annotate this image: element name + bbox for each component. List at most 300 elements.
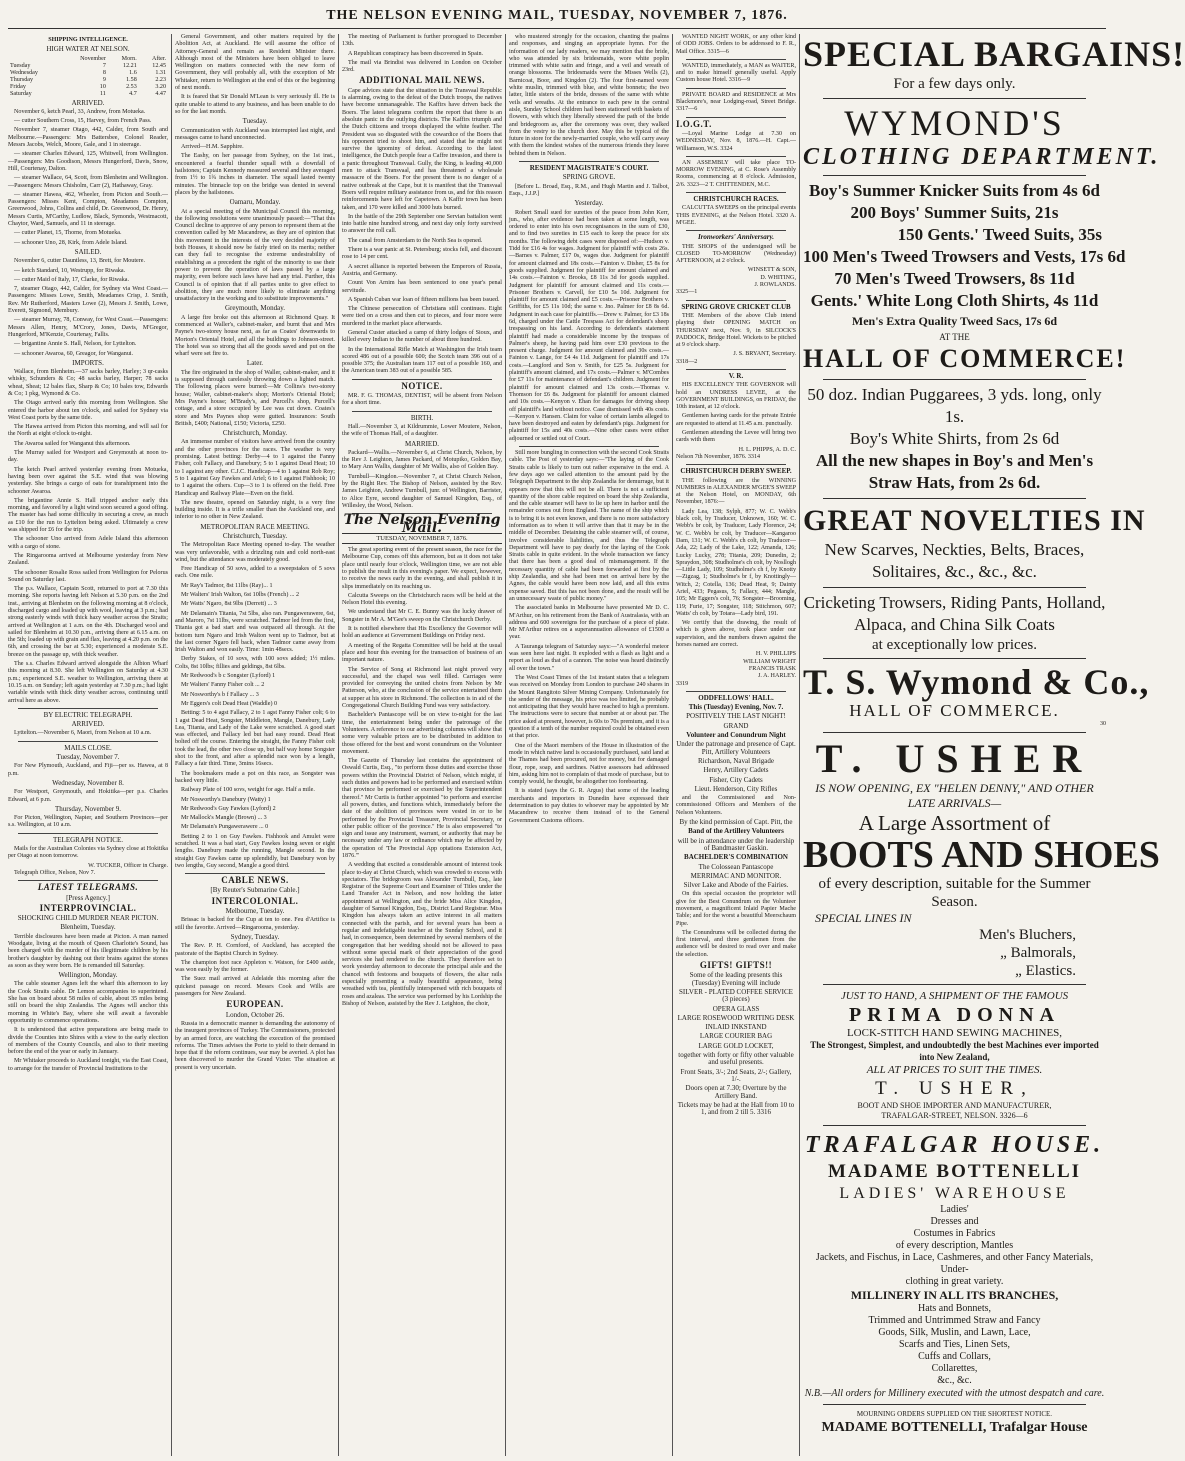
classified-ad: WANTED, immediately, a MAN as WAITER, and to make himself generally useful. Apply Custom house Hotel. 3316—9 bbox=[676, 62, 796, 84]
ironworkers-num: 3325—1 bbox=[676, 289, 698, 296]
married-heading: MARRIED. bbox=[404, 439, 440, 448]
odd-list-item: Richardson, Naval Brigade bbox=[697, 756, 774, 765]
news-item: The schooner Rosalie Ross sailed from Wellington for Pelorus Sound on Saturday last. bbox=[8, 569, 168, 583]
sailed-item: November 6, cutter Dauntless, 13, Brett, for Moutere. bbox=[14, 258, 145, 265]
text: Cape advices state that the situation in the Transvaal Republic is alarming, owing to the defeat of the Dutch troops, the natives have become unmanageable. The Kaffirs have driven back the Boers. The latest telegrams confirm the report that there is an absolute panic in the outlying districts. The Kaffirs triumph and the Dutch citizens and troops displayed the white feather. The President was so disgusted with the cowardice of the Boers that his opponent tried to shoot him, and stated that he might not survive the ignominy of defeat. According to the latest intelligence, the Dutch people fear a Caffre invasion, and there is a panic throughout Transvaal. Gully, the King, is leading 40,000 men to attack Transvaal, and has threatened a wholesale massacre of the Boers. For the present there is no danger of a native outbreak at the Cape, but it is manifest that the Transvaal Boers will require military assistance from us, and for this reason reinforcements have left for Capetown. A Kaffir town has been taken, and 170 were killed and 3000 huts burned. bbox=[342, 87, 502, 211]
masthead: THE NELSON EVENING MAIL, TUESDAY, NOVEMBER 7, 1876. bbox=[326, 8, 788, 23]
column-5 bbox=[676, 34, 796, 1456]
race-heading: METROPOLITAN RACE MEETING. bbox=[200, 522, 310, 531]
divider bbox=[686, 369, 786, 370]
news-item: The Murray sailed for Westport and Greymouth at noon to-day. bbox=[8, 450, 168, 464]
mails-line: For Picton, Wellington, Napier, and Southern Provinces—per s.s. Wellington, at 10 a.m. bbox=[8, 815, 168, 829]
sailed-heading: SAILED. bbox=[74, 247, 102, 256]
tide-cell: Saturday bbox=[10, 90, 32, 97]
telegraph-sub: ARRIVED. bbox=[71, 720, 105, 729]
married-text: Turnbull—Kingdon.—November 7, at Christ Church Nelson, by the Right Rev. The Bishop of Nelson, assisted by the Rev. James Leighton, Andrew Turnbull, junr. of Wellington, Barrister, to Alice Eyre, second daughter of Samuel Kingdon, Esq., of Willesley, the Wood, Nelson. bbox=[342, 473, 502, 509]
mourning: MOURNING ORDERS SUPPLIED ON THE SHORTEST NOTICE. bbox=[856, 1410, 1053, 1418]
goods-line: Goods, Silk, Muslin, and Lawn, Lace, bbox=[878, 1327, 1031, 1338]
tide-cell: 9 bbox=[102, 76, 106, 83]
race-text: Derby Stakes, of 10 sovs, with 100 sovs added; 1½ miles. Colts, 8st 10lbs; fillies and geldings, 8st 6lbs. bbox=[175, 656, 335, 670]
text: General Custer attacked a camp of thirty lodges of Sioux, and killed every Indian to the number of about three hundred. bbox=[342, 329, 502, 344]
divider bbox=[686, 691, 786, 692]
sailed-item: — brigantine Annie S. Hall, Nelson, for Lyttelton. bbox=[14, 341, 137, 348]
text: Still more bungling in connection with the second Cook Straits cable. The Post of yesterday says:—"The laying of the Cook Straits cable is likely to turn out rather expensive in the end. A few days ago we called attention to the amount paid by the Telegraph Department to the ship Zealandia for demurrage, but it appears now that this will not be all. There is not a sufficient quantity of the shore cable required on board the ship Zealandia, and the cable steamer will have to lie up here in harbor until the remainder comes out from England. The name of the ship which is to bring it is not even known, and there is no more satisfactory information as to when it will arrive than that it may be in the middle of December. Detaining the cable steamer will, of course, involve considerable liabilities, and thus the Telegraph Department will have to pay dearly for the laying of the Cook Straits cable in quite evident. In the whole transaction we fancy that there has been a good deal of mismanagement. If the necessary quantity of cable had been forwarded at first by the ship Zealandia, and she had been met on arrival here by the Agnes, the cable would have been now laid, and all this extra expense saved. But this has not been done, and the result will be an unnecessary waste of public money." bbox=[509, 450, 669, 602]
prices: Front Seats, 3/-; 2nd Seats, 2/-; Gallery, 1/-. bbox=[680, 1067, 792, 1083]
hall-of-commerce: HALL OF COMMERCE! bbox=[803, 344, 1127, 373]
derby-heading: CHRISTCHURCH DERBY SWEEP. bbox=[680, 467, 792, 476]
tide-cell: 4.47 bbox=[155, 90, 166, 97]
governor-date: Nelson 7th November, 1876. 3314 bbox=[676, 453, 761, 460]
assembly-text: AN ASSEMBLY will take place TO-MORROW EVENING, at C. Rose's Assembly Rooms, commencing at 8 o'clock. Admission, 2/6. 3323—2 T. CHITTENDEN, M.C. bbox=[676, 159, 796, 188]
tide-header-cell: After. bbox=[151, 55, 166, 62]
divider bbox=[519, 446, 659, 447]
dateline: Christchurch, Tuesday. bbox=[222, 532, 288, 540]
mens-line: „ Elastics. bbox=[1015, 963, 1076, 979]
text: Russia in a democratic manner is demanding the autonomy of the insurgent provinces of Turkey. The Commissioners, protected by an armed force, are watching the execution of the promised reforms. The Times advises the Porte to yield to their demand in hope that if the reform continues, war may be averted. A plot has been discovered to murder the Grand Vizier. The situation at present is very uncertain. bbox=[175, 1020, 335, 1071]
mens-line: Men's Bluchers, bbox=[979, 927, 1076, 943]
prima-donna: PRIMA DONNA bbox=[849, 1004, 1060, 1026]
text: Brissac is backed for the Cup at ten to one. Feu d'Artifice is still the favorite. Arrived—Ringarooma, yesterday. bbox=[175, 917, 335, 931]
hall-of-commerce-2: HALL OF COMMERCE. bbox=[849, 701, 1060, 720]
lockstitch: LOCK-STITCH HAND SEWING MACHINES, bbox=[846, 1027, 1063, 1039]
tickets: Tickets may be had at the Hall from 10 to 1, and from 2 till 5. 3316 bbox=[677, 1100, 795, 1117]
text: The Eashy, on her passage from Sydney, on the 1st inst., encountered a fearful thunder squall with a downfall of hailstones; Captain Kennedy measured several and they averaged from 1½ to 1¾ inches in diameter. The squall lasted twenty minutes. The binnacle top on the bridge was dented in several places by the hailstones. bbox=[175, 153, 335, 196]
divider bbox=[686, 464, 786, 465]
ad-line: at exceptionally low prices. bbox=[872, 637, 1037, 653]
tide-cell: 12.21 bbox=[123, 62, 137, 69]
divider bbox=[686, 300, 786, 301]
divider bbox=[823, 1125, 1086, 1126]
gifts-item: INLAID INKSTAND bbox=[705, 1023, 767, 1032]
text: General Government, and other matters required by the Abolition Act, at Auckland. He will assume the office of Attorney-General and remain as Resident Minister there. Although most of the Ministers have been obliged to leave Wellington on matters connected with the new form of Government, they will probably all, with the exception of Mr Whitaker, return to Wellington at the end of this or the beginning of next month. bbox=[175, 34, 335, 92]
tide-cell: 4.7 bbox=[129, 90, 137, 97]
divider bbox=[823, 587, 1086, 588]
arrived-item: November 6, ketch Pearl, 33, Andrew, from Motueka. bbox=[14, 108, 146, 115]
cricket-sign: J. S. BRYANT, Secretary. bbox=[733, 351, 796, 358]
mens-line: „ Balmorals, bbox=[1000, 945, 1076, 961]
tide-cell: 1.6 bbox=[129, 69, 137, 76]
royal-crest: V. R. bbox=[728, 371, 744, 380]
divider bbox=[352, 411, 492, 412]
editorial-text: The Gazette of Thursday last contains the appointment of Oswald Curtis, Esq., "to perform those duties and exercise those powers within the Provincial District of Nelson, which might, if such duties and powers had to be performed and exercised within that province be performed or exercised by the Superintendent thereof." Mr Curtis is further appointed "to perform and exercise all powers, duties, and functions which, immediately before the date of the abolition of provinces were vested in or to be performed by the Provincial Treasurer, Provincial Secretary, or other public officer of the province." He is also empowered "to sign and issue any instrument, warrant, or authority that may be necessary under any law or ordinance which may be affected by the operation of 'The Provincial App optations Extension Act, 1876.'" bbox=[342, 758, 502, 859]
gifts-text: Some of the leading presents this (Tuesday) Evening will include bbox=[689, 971, 783, 987]
classified-ad: WANTED NIGHT WORK, or any other kind of ODD JOBS. Orders to be addressed to F. R., Mail Office. 3315—6 bbox=[676, 34, 796, 55]
race-text: The Metropolitan Race Meeting opened to-day. The weather was very unfavorable, with a drizzling rain and cold north-east wind, but the attendance was moderately good. bbox=[175, 542, 335, 563]
telegraph-heading: BY ELECTRIC TELEGRAPH. bbox=[43, 710, 133, 719]
ad-line: 200 Boys' Summer Suits, 21s bbox=[850, 203, 1059, 222]
column-6-display-ads bbox=[803, 34, 1185, 1456]
opening-text: IS NOW OPENING, EX "HELEN DENNY," AND OTHER LATE ARRIVALS— bbox=[815, 781, 1094, 810]
dateline: Melbourne, Tuesday. bbox=[225, 907, 285, 916]
dateline: Sydney, Tuesday. bbox=[230, 932, 280, 941]
dateline: London, October 26. bbox=[225, 1010, 285, 1019]
gifts-item: LARGE COURIER BAG bbox=[699, 1032, 773, 1041]
editorial-text: Bachelder's Pantascope will be on view to-night for the last time, the entertainment being under the patronage of the Volunteers. A reference to our advertising columns will show that some very valuable prizes are to be distributed in addition to those offered for the best and worst conundrum on the Volunteer movement. bbox=[342, 712, 502, 755]
divider bbox=[686, 117, 786, 118]
court-sub: SPRING GROVE. bbox=[562, 173, 616, 182]
text: A Republican conspiracy has been discovered in Spain. bbox=[348, 50, 484, 57]
text: who mustered strongly for the occasion, chanting the psalms and responses, and singing an appropriate hymn. For the information of our lady readers, we may mention that the bride, who was attended by six bridesmaids, wore white poplin trimmed with white satin and fringe, and a veil and wreath of orange blossoms. The bridesmaids were the Misses Wells (2), Barnicoat, Boor, and Kingdon (2). The four first-named wore white muslin, trimmed with blue, and white bonnets; the two latter, little sisters of the bride, dresses of the same with white veils and wreaths. At the entrance to each pew in the central aisle, Sunday School children had been stationed with baskets of flowers, with which they liberally strewed the path of the bride and bridegroom as, after the ceremony was over, they walked from the vestry to the church door. May this be typical of the future in store for the newly-married couple, who will carry away with them the kindest wishes of the numerous friends they leave behind them in Nelson. bbox=[509, 34, 669, 157]
tide-cell: 12.45 bbox=[152, 62, 166, 69]
text: The fire originated in the shop of Waller, cabinet-maker, and it is supposed through carelessly throwing down a lighted match. The following places were burned:—Mr Collins's two-storey house; Waller, cabinet-maker's shop; Morton's Oriental Hotel; Mrs Payne's house; M'Brady's, and Purcell's shop, Purcell's cottage, and a store occupied by Lee was cut down. Coates's store and Mrs Paynes shop were gutted. Insurances: South British, £400; National, £150; Victoria, £250. bbox=[175, 369, 335, 427]
paper-date: TUESDAY, NOVEMBER 7, 1876. bbox=[342, 533, 502, 544]
editorial-text: The Service of Song at Richmond last night proved very successful, and the chapel was well filled. Carriages were provided for conveying the united choirs from Nelson by Mr Patterson, who, at the conclusion of the service entertained them at supper at his store in Richmond. The collection is in aid of the Congregational Church Building Fund was very satisfactory. bbox=[342, 666, 502, 710]
race-text: Mr Watts' Ngaro, 8st 9lbs (Derrett) ... 3 bbox=[181, 601, 277, 608]
arrived-item: — steamer Hawea, 462, Wheeler, from Picton and South.—Passengers: Misses Kent, Compton, Meadames Compton, Greenwood, Johns, Collins and child, Dr. Greenwood, Dr. Henry, Messrs Curtis, M'Carthy, Ludlow, Black, Symonds, Westmacott, Chaytor, Ward, Samuels, and 11 in steerage. bbox=[8, 191, 168, 228]
nb-note: N.B.—All orders for Millinery executed with the utmost despatch and care. bbox=[804, 1388, 1105, 1399]
importer: BOOT AND SHOE IMPORTER AND MANUFACTURER, bbox=[857, 1101, 1052, 1110]
race-text: Mr Redwood's Guy Fawkes (Lyford) 2 bbox=[181, 805, 276, 812]
race-text: Mr Nosworthy's b f Fallacy ... 3 bbox=[181, 691, 259, 698]
column-divider bbox=[338, 34, 339, 1456]
wellington-text: Mr Whitaker proceeds to Auckland tonight, via the East Coast, to arrange for the transfer of Provincial Institutions to the bbox=[8, 1058, 168, 1072]
news-item: The schooner Uno arrived from Adele Island this afternoon with a cargo of stone. bbox=[8, 536, 168, 550]
tide-header-row bbox=[8, 56, 168, 63]
ad-line: Gents.' White Long Cloth Shirts, 4s 11d bbox=[810, 291, 1099, 310]
shipping-heading: SHIPPING INTELLIGENCE. bbox=[48, 37, 128, 43]
arrived-item: — cutter Planet, 15, Thorne, from Motueka. bbox=[14, 230, 122, 237]
ts-wymond: T. S. Wymond & Co., bbox=[803, 662, 1150, 702]
text: Communication with Auckland was interrupted last night, and messages came to hand unconnected. bbox=[175, 127, 335, 141]
cricket-num: 3318—2 bbox=[676, 358, 698, 365]
court-bench: [Before L. Broad, Esq., R.M., and Hugh Martin and J. Talbot, Esqs., J.J.P.] bbox=[509, 183, 669, 197]
special-bargains: SPECIAL BARGAINS! bbox=[803, 34, 1185, 74]
editorial-text: It is notified elsewhere that His Excellency the Governor will hold an audience at Government Buildings on Friday next. bbox=[342, 626, 502, 640]
derby-list: Lady Lea, 138; Sylph, 877; W. C. Webb's black colt, by Traducer, Unknown, 160; W. C. Webb's br colt, by Traducer, Lady Florence, 24; W. C. Webb's br colt, by Traducer—Kangaroo Dam, 131; W. C. Webb's ch colt, by Traducer—Ada, 22; Lady of the Lake, 122; Amanda, 126; Lucky Lucky, 278; Titania, 209; Dunedin, 2; Spraydon, 308; Studholme's ch colt, by Nosllogh—Little Lady, 109; Studholme's ch f, by Knotty—Zigzag, 1; Studholme's br f, by Knottingly—Witch, 2; Cotella, 136; Dead Heat, 9; Dainty Ariel, 433; Pegasus, 5; Fallacy, 444; Mangle, 105; Mr Eggers's colt, 76; Songster—Brooming, 119; Furie, 17; Songster, 118; Stitchmon, 607; Watts' ch colt, by Totara—Lady bird, 191. bbox=[676, 508, 796, 617]
text: The canal from Amsterdam to the North Sea is opened. bbox=[348, 237, 483, 244]
addmail-heading: ADDITIONAL MAIL NEWS. bbox=[359, 75, 485, 86]
divider bbox=[823, 658, 1086, 659]
races-text: CALCUTTA SWEEPS on the principal events THIS EVENING, at the Nelson Hotel. 3320 A. M'GEE. bbox=[676, 205, 796, 226]
ad-line: 50 doz. Indian Puggarees, 3 yds. long, only 1s. bbox=[807, 385, 1102, 426]
column-1 bbox=[8, 34, 168, 1456]
goods-line: Cuffs and Collars, bbox=[918, 1351, 991, 1362]
goods-line: Scarfs and Ties, Linen Sets, bbox=[898, 1339, 1011, 1350]
mails-line: Thursday, November 9. bbox=[54, 804, 122, 813]
tide-cell: 8 bbox=[102, 69, 106, 76]
columns bbox=[8, 34, 1185, 1456]
ad-line: Cricketing Trowsers, Riding Pants, Holland, Alpaca, and China Silk Coats bbox=[803, 593, 1106, 634]
tide-header-cell: November bbox=[80, 55, 106, 62]
gifts-item: SILVER - PLATED COFFEE SERVICE (3 pieces) bbox=[679, 987, 793, 1004]
paper-title: The Nelson Evening Mail. bbox=[343, 512, 501, 536]
sailed-item: — steamer Murray, 78, Conway, for West Coast.—Passengers: Messrs Allen, Henry, M'Crory, Jones, Davis, M'Gregor, Hungerford, M'Kenzie, Courtenay, Fallis. bbox=[8, 317, 168, 338]
dateline: Tuesday. bbox=[242, 117, 268, 126]
race-text: Mr Redwood's b c Songster (Lyford) 1 bbox=[181, 673, 276, 680]
iogt-heading: I.O.G.T. bbox=[676, 118, 712, 129]
bach-sub: Silver Lake and Abode of the Fairies. bbox=[683, 881, 789, 890]
divider bbox=[823, 1404, 1086, 1405]
notice-heading: NOTICE. bbox=[401, 380, 443, 391]
text: The meeting of Parliament is further prorogued to December 13th. bbox=[342, 34, 502, 48]
arrived-item: — steamer Wallace, 64, Scott, from Blenheim and Wellington.—Passengers: Messrs Chisholm, Carr (2), Hathaway, Gray. bbox=[8, 175, 168, 189]
odd-text: and the Commissioned and Non-commissioned Officers and Members of the Nelson Volunteers. bbox=[676, 795, 796, 816]
tide-cell: 2.53 bbox=[126, 83, 137, 90]
imports-heading: IMPORTS. bbox=[72, 358, 104, 367]
tnotice-heading: TELEGRAPH NOTICE. bbox=[53, 835, 123, 844]
dateline: Later. bbox=[246, 359, 264, 368]
tide-heading: HIGH WATER AT NELSON. bbox=[46, 45, 130, 54]
editorial-text: Calcutta Sweeps on the Christchurch races will be held at the Nelson Hotel this evening. bbox=[342, 592, 502, 607]
editorial-text: A wedding that excited a considerable amount of interest took place to-day at Christ Church, which was crowded to excess with spectators. The bridegroom was Alexander Turnbull, Esq., late Registrar of the Supreme Court and Examiner of Titles under the Land Transfer Act in Nelson, and now holding the latter appointment at Wellington, and the bride Miss Alice Kingdon, daughter of Samuel Kingdon, Esq., District Land Registrar. Miss Kingdon has always taken an active interest in all matters connected with the parish, and for several years has been a regular and indefatigable teacher at the Sunday School, and it had, in consequence, been determined by several members of the congregation that her wedding should not be allowed to pass without some special mark of their appreciation of the good services she had rendered to the church. They therefore set to work yesterday afternoon to decorate the principal aisle and the chancel with festoons and bouquets of flowers, the altar rails especially presenting a really beautiful appearance, being wreathed with tea, plentifully interspersed with rich bouquets of roses and azaleas. The service was performed by his Lordship the Bishop of Nelson, assisted by the Rev J. Leighton, the choir, bbox=[342, 862, 502, 1007]
text: The Suez mail arrived at Adelaide this morning after the quickest passage on record. Messrs Cook and Wills are passengers for New Zealand. bbox=[175, 976, 335, 998]
dateline: Greymouth, Monday. bbox=[224, 304, 285, 313]
news-item: The Otago arrived early this morning from Wellington. She entered the harbor about ten o'clock, and sailed for Sydney via West Coast ports by the same tide. bbox=[8, 400, 168, 421]
sailed-item: — cutter Maid of Italy, 17, Clarke, for Riwaka. bbox=[14, 276, 130, 283]
goods-line: Trimmed and Untrimmed Straw and Fancy bbox=[868, 1315, 1041, 1326]
wellington-place: Wellington, Monday. bbox=[58, 971, 118, 980]
iogt-text: —Loyal Marine Lodge at 7.30 on WEDNESDAY, Nov. 8, 1876.—H. Capt.—Williamson, W.S. 3324 bbox=[676, 130, 796, 152]
text: In the battle of the 29th September one Servian battalion went into battle nine hundred strong, and next day only forty survived to answer the roll call. bbox=[342, 213, 502, 235]
odd-band: will be in attendance under the leadership of Bandmaster Gaskin. bbox=[677, 836, 795, 852]
mails-line: Tuesday, November 7. bbox=[56, 753, 120, 762]
ad-line: Boy's Summer Knicker Suits from 4s 6d bbox=[809, 181, 1100, 200]
every-description: of every description, suitable for the Summer Season. bbox=[818, 876, 1091, 910]
few-days: For a few days only. bbox=[893, 76, 1016, 92]
tide-row bbox=[8, 77, 168, 84]
wellington-text: The cable steamer Agnes left the wharf this afternoon to lay the Cook Straits cable. Dr Lemon accompanies to superintend. She has on board about 58 miles of cable, about 35 miles being still on board the ship Zealandia. The Agnes will anchor this morning in White's Bay, where she will await a favorable opportunity to commence operations. bbox=[8, 981, 168, 1024]
mails-line: For New Plymouth, Auckland, and Fiji—per ss. Hawea, at 8 p.m. bbox=[8, 763, 168, 777]
editorial-text: We understand that Mr C. E. Bunny was the lucky drawer of Songster in Mr A. M'Gee's sweep on the Christchurch Derby. bbox=[342, 609, 502, 623]
tide-cell: Tuesday bbox=[10, 62, 31, 69]
race-text: Betting 2 to 1 on Guy Fawkes. Fishhook and Amulet were scratched. It was a bad start, Guy Fawkes losing seven or eight lengths. Danebury made the running, Mangle second. In the straight Guy Fawkes came up splendidly, but Danebury won by two lengths, Guy second, Mangle a good third. bbox=[175, 833, 335, 869]
goods-line: Collarettes, bbox=[931, 1363, 978, 1374]
goods-line: &c., &c. bbox=[937, 1375, 972, 1386]
telegraph-text: Lyttelton.—November 6, Maori, from Nelson at 10 a.m. bbox=[14, 730, 152, 737]
race-text: Railway Plate of 100 sovs, weight for age. Half a mile. bbox=[181, 787, 315, 794]
bach-sub: The Colossean Pantascope bbox=[698, 862, 774, 871]
ironworkers-sign: WINSETT & SON, bbox=[747, 267, 796, 274]
odd-list-item: Lieut. Henderson, City Rifles bbox=[694, 784, 778, 793]
column-divider bbox=[672, 34, 673, 1456]
news-item: The brigantine Annie S. Hall tripped anchor early this morning, and favored by a light wind soon secured a good offing. The master has had some difficulty in securing a crew, as much as £10 for the run to Lyttelton being asked. Ultimately a crew was shipped for £6 for the trip. bbox=[8, 497, 168, 534]
text: At a special meeting of the Municipal Council this morning, the following resolutions were unanimously passed:—"That this Council decline to approve of any person to represent them at the convention called by Mr Macandrew, as they are of opinion that this movement in the interests of the very decided majority of both Houses, it should now be fairly tried on its merits; neither can they fail to recognise the extreme undesirability of establishing as a precedent the right of the minority to use their power to prevent the operation of laws passed by a large majority, even before such laws have had any trial. Further, this Council is of opinion that if all parties unite to give effect to abolition, they are much more likely to eliminate anything unsatisfactory in the working and to substitute improvements." bbox=[175, 208, 335, 303]
governor-sign: H. L. PHIPPS, A. D. C. bbox=[738, 446, 796, 453]
text: The Chinese persecution of Christians still continues. Eight were tied on a cross and then cut to pieces, and four more were murdered in the market place afterwards. bbox=[342, 306, 502, 327]
tide-cell: 11 bbox=[99, 90, 106, 97]
court-heading: RESIDENT MAGISTRATE'S COURT. bbox=[529, 164, 649, 173]
usher-title: T. USHER bbox=[815, 736, 1094, 781]
tide-cell: 1.58 bbox=[126, 76, 137, 83]
ad-line: All the new shapes in Boy's and Men's Straw Hats, from 2s 6d. bbox=[815, 451, 1094, 492]
odd-grand: GRAND bbox=[723, 721, 749, 730]
mails-line: For Westport, Greymouth, and Hokitika—per p.s. Charles Edward, at 6 p.m. bbox=[8, 789, 168, 803]
race-text: Betting: 5 to 4 agst Fallacy, 2 to 1 agst Fanny Fisher colt; 6 to 1 agst Dead Heat, Songster, Middleton, Mangle, Danebury, Lady Lea, Titania, and Lady of the Lake were scratched. A good start was effected, and Fallacy led but had easy round. Dead Heat bolted off the course. Entering the straight, the Fanny Fisher colt took the lead, the other two close up, but half way home Songster shot to the front, and after a splendid race won by a length, Fallacy a fair third. Time, 3mins 16secs. bbox=[175, 710, 335, 768]
text: There is a war panic at St. Petersburg; stocks fell, and discount rose to 14 per cent. bbox=[342, 247, 502, 261]
tide-table bbox=[8, 56, 168, 98]
ad-line: New Scarves, Neckties, Belts, Braces, Solitaires, &c., &c., &c. bbox=[824, 540, 1085, 581]
masthead-rule bbox=[8, 28, 1106, 29]
text: A large fire broke out this afternoon at Richmond Quay. It commenced at Waller's, cabinet-maker, and burnt that and Mrs Payne's two-storey house next, as far as Coates' downwards to Morton's Oriental Hotel, and all the buildings to Johnson-street. The hotel was so strong that all the goods saved and put on the wharf were set fire to. bbox=[175, 314, 335, 358]
text: The Rev. P. H. Cornford, of Auckland, has accepted the pastorate of the Baptist Church in Sydney. bbox=[175, 943, 335, 957]
text: It is stated (says the G. R. Argus) that some of the leading merchants and importers in Dunedin have expressed their determination to pay duties to whoever may be appointed by Mr Macandrew to receive them instead of to the General Government Customs officers. bbox=[509, 788, 669, 824]
bach-sub: MERRIMAC AND MONITOR. bbox=[690, 871, 782, 880]
races-heading: CHRISTCHURCH RACES. bbox=[693, 195, 779, 204]
bach-heading: BACHELDER'S COMBINATION bbox=[684, 853, 788, 862]
madame-bottenelli-footer: MADAME BOTTENELLI, Trafalgar House bbox=[821, 1420, 1088, 1435]
european-heading: EUROPEAN. bbox=[226, 999, 284, 1010]
divider bbox=[823, 498, 1086, 499]
gifts-item: LARGE GOLD LOCKET, bbox=[698, 1041, 774, 1050]
tide-row bbox=[8, 91, 168, 98]
court-text: Robert Small sued for sureties of the peace from John Kerr, jun., who, after evidence had been taken at some length, was ordered to enter into his own recognisances in the sum of £30, and to find two sureties in £15 each to keep the peace for six months. The following debt cases were disposed of:—Hudson v. Tidd for £16 4s for wages. Judgment for plaintiff with costs 26s.—Barnes v. Palmer, £17 0s, wages due. Judgment for plaintiff for amount claimed and 18s costs.—Fainton v. Disher, £5 8s for goods supplied. Judgment for plaintiff for amount claimed and 14s costs.—Fainton v. Brooks, £8 11s 3d for goods supplied. Judgment for plaintiff for amount claimed and 11s costs.—Prisoner Brothers v. Carvell, for £10 5s 10d. Judgment for plaintiff for amount claimed and £5 costs.—Prisoner Brothers v. Griffiths, for £5 11s 10d; the same v. Jno. Palmer for £8 8s 6d. Judgment in each case for plaintiffs.—Drew v. Palmer, for £3 18s 6d, charged under the Cattle Trespass Act for defendant's sheep trespassing on his land. According to defendant's statement plaintiff had made a considerable income by the trespass of Palmer's sheep, he having paid him over £30 previous to the present charge. Judgment for amount claimed and 30s costs.—Fainton v. Lange, for £4 4s 11d. Judgment for plaintiff and 17s costs.—Langford and Son v. Smith, for £25 5s. Judgment for plaintiff's amount claimed, and 17s costs.—Palmer v. M'Combes for £7 11s for maintenance of defendant's children. Judgment for plaintiff for amount claimed and 13s costs.—Thomas v. Thomson for £6 8s. Judgment for plaintiff for amount claimed and 10s costs.—Kenyon v. Ehan for damages for driving sheep off plaintiff's land without notice. Case dismissed with 40s costs.—Kenyon v. Hansen. Claim for value of certain lambs alleged to have been destroyed and eaten by defendant's pigs. Judgment for plaintiff for 15s and 40s costs.—Nine other cases were either adjourned or settled out of Court. bbox=[509, 209, 669, 442]
race-text: Mr Nosworthy's Danebury (Watty) 1 bbox=[181, 796, 271, 803]
race-text: The bookmakers made a pot on this race, as Songster was backed very little. bbox=[175, 770, 335, 784]
goods-line: Hats and Bonnets, bbox=[917, 1303, 992, 1314]
gifts-item: OPERA GLASS bbox=[712, 1004, 760, 1013]
column-divider bbox=[505, 34, 506, 1456]
trafalgar-street: TRAFALGAR-STREET, NELSON. 3326—6 bbox=[881, 1111, 1028, 1120]
goods-line: Costumes in Fabrics bbox=[913, 1228, 996, 1239]
odd-heading: ODDFELLOWS' HALL. bbox=[698, 693, 774, 702]
mails-line: Wednesday, November 8. bbox=[52, 778, 124, 787]
bach-text: On this special occasion the proprietor will give for the Best Conundrum on the Volunteer movement, a magnificent Inlaid Papier Mache Table; and for the worst a beautiful Meerschaum Pipe. bbox=[676, 891, 796, 927]
gifts-heading: GIFTS! GIFTS!! bbox=[699, 960, 773, 971]
married-text: Packard—Wallis.—November 6, at Christ Church, Nelson, by the Rev J. Leighton, James Packard, of Motupiko, Golden Bay, to Mary Ann Wallis, daughter of Mr Wallis, also of Golden Bay. bbox=[342, 449, 502, 471]
press-agency: [Press Agency.] bbox=[66, 893, 110, 902]
goods-line: Dresses and bbox=[930, 1216, 979, 1227]
ironworkers-text: THE SHOPS of the undersigned will be CLOSED TO-MORROW (Wednesday) AFTERNOON, at 2 o'clock. bbox=[676, 243, 796, 265]
news-item: The Ringarooma arrived at Melbourne yesterday from New Zealand. bbox=[8, 552, 168, 567]
editorial-text: A meeting of the Regatta Committee will be held at the usual place and hour this evening for the transaction of business of an important nature. bbox=[342, 642, 502, 664]
murder-text: Terrible disclosures have been made at Picton. A man named Woodgate, living at the mouth of Queen Charlotte's Sound, has been charged with the murder of his illegitimate children by his brother's daughter by dashing out their brains against the stones as soon as they were born. He is remanded till Saturday. bbox=[8, 933, 168, 969]
wymonds-title: WYMOND'S bbox=[844, 103, 1065, 143]
millinery: MILLINERY IN ALL ITS BRANCHES, bbox=[850, 1288, 1059, 1302]
divider bbox=[686, 230, 786, 231]
tnotice-sign: W. TUCKER, Officer in Charge. bbox=[88, 862, 168, 869]
tide-row bbox=[8, 63, 168, 70]
birth-text: Hall.—November 3, at Kildrummie, Lower Moutere, Nelson, the wife of Thomas Hall, of a daughter. bbox=[342, 423, 502, 438]
governor-text: HIS EXCELLENCY THE GOVERNOR will hold an UNDRESS LEVEE, at the GOVERNMENT BUILDINGS, on FRIDAY, the 10th instant, at 12 o'clock. bbox=[676, 382, 796, 411]
tnotice-office: Telegraph Office, Nelson, Nov 7. bbox=[14, 869, 96, 876]
tide-cell: Friday bbox=[10, 83, 26, 90]
tide-cell: Wednesday bbox=[10, 69, 38, 76]
imports-item: Wallace, from Blenheim.—37 sacks barley, Harley; 3 qr-casks whisky, Schunders & Co; 48 sacks barley, Harper; 78 sacks wheat, Sheat; 12 bales flax, Sharp & Co; 10 bales tow, Edwards & Co; 1 pkg, Wymond & Co. bbox=[8, 369, 168, 397]
special-lines: SPECIAL LINES IN bbox=[815, 911, 912, 925]
tnotice-text: Mails for the Australian Colonies via Sydney close at Hokitika per Otago at noon tomorrow. bbox=[8, 846, 168, 860]
at-the: AT THE bbox=[939, 332, 970, 342]
ad-line: 100 Men's Tweed Trowsers and Vests, 17s 6d bbox=[803, 247, 1126, 266]
just-to-hand: JUST TO HAND, A SHIPMENT OF THE FAMOUS bbox=[840, 990, 1069, 1002]
sailed-item: 7, steamer Otago, 442, Calder, for Sydney via West Coast.—Passengers: Misses Lowe, Smith, Meadames Crisp, J. Smith, Rev. Mr Rutherford, Masters Lowe (2), Messrs J. Smith, Lowe, Everett, Sigmond, Membury. bbox=[8, 286, 168, 315]
intercol-heading: INTERCOLONIAL. bbox=[211, 895, 299, 906]
text: The associated banks in Melbourne have presented Mr D. C. M'Arthur, on his retirement from the Bank of Australasia, with an address and 600 sovereigns for the purchase of a piece of plate. Mr M'Arthur retires on a superannuation allowance of £1500 a year. bbox=[509, 605, 669, 641]
ironworkers-heading: Ironworkers' Anniversary. bbox=[697, 233, 775, 242]
column-divider bbox=[171, 34, 172, 1456]
odd-date: This (Tuesday) Evening, Nov. 7. bbox=[688, 703, 784, 712]
odd-patronage: Under the patronage and presence of Capt. Pitt, Artillery Volunteers bbox=[676, 740, 796, 756]
text: A Spanish Cuban war loan of fifteen millions has been issued. bbox=[348, 296, 500, 303]
latest-heading: LATEST TELEGRAMS. bbox=[37, 882, 139, 893]
column-3 bbox=[342, 34, 502, 1456]
derby-sign: WILLIAM WRIGHT bbox=[743, 658, 796, 665]
divider bbox=[185, 873, 325, 874]
derby-text: THE following are the WINNING NUMBERS in ALEXANDER M'GEE'S SWEEP at the Nelson Hotel, on MONDAY, 6th November, 1876:— bbox=[676, 477, 797, 506]
arrived-item: — cutter Southern Cross, 15, Harvey, from French Pass. bbox=[14, 118, 152, 125]
prices-to-suit: ALL AT PRICES TO SUIT THE TIMES. bbox=[866, 1064, 1043, 1076]
cable-heading: CABLE NEWS. bbox=[221, 875, 289, 886]
great-novelties: GREAT NOVELTIES IN bbox=[803, 504, 1146, 537]
news-item: The s.s. Charles Edward arrived alongside the Albion Wharf this morning at 8.30. She left Wellington on Saturday at 4.30 p.m.; experienced S.E. weather to Wellington, arriving there at 10.15 a.m. on Sunday; left again yesterday at 7.30 p.m.; had light variable winds with thick dirty weather across, continuing until arrival here as above. bbox=[8, 661, 168, 704]
odd-list-item: Henry, Artillery Cadets bbox=[703, 766, 769, 775]
derby-num: 3319 bbox=[676, 680, 689, 687]
ironworkers-sign: D. WHITING, bbox=[760, 274, 796, 281]
divider bbox=[18, 880, 158, 881]
murder-place: Blenheim, Tuesday. bbox=[60, 923, 116, 932]
strongest: The Strongest, Simplest, and undoubtedly the best Machines ever imported into New Zealand, bbox=[810, 1040, 1099, 1062]
clothing-department: CLOTHING DEPARTMENT. bbox=[803, 144, 1161, 170]
arrived-heading: ARRIVED. bbox=[71, 98, 105, 107]
murder-heading: SHOCKING CHILD MURDER NEAR PICTON. bbox=[17, 914, 159, 923]
race-text: Mr Mallock's Mangle (Brown) ... 3 bbox=[181, 815, 267, 822]
divider bbox=[686, 59, 786, 60]
goods-line: Jackets, and Fischus, in Lace, Cashmeres, and other Fancy Materials, Under- bbox=[815, 1252, 1094, 1275]
tide-header-cell: Morn. bbox=[121, 55, 137, 62]
gifts-item: LARGE ROSEWOOD WRITING DESK bbox=[677, 1013, 795, 1022]
text: A secret alliance is reported between the Emperors of Russia, Austria, and Germany. bbox=[342, 263, 502, 277]
birth-heading: BIRTH. bbox=[410, 413, 434, 422]
news-item: The ketch Pearl arrived yesterday evening from Motueka, having been over against the S.E. wind that was blowing yesterday. She brings a cargo of oats for transhipment into the schooner Awaroa. bbox=[8, 466, 168, 495]
tide-cell: 10 bbox=[99, 83, 106, 90]
text: An immense number of visitors have arrived from the country and the other provinces for the races. The weather is very promising. Latest betting: Derby—4 to 1 against the Fanny Fisher, colt Fallacy, and Danebury; 5 to 1 against Dead Heat; 10 to 1 against any other. C.J.C. Handicap—4 to 1 against Rob Roy; 5 to 1 against Guy Fawkes and Ariel; 6 to 1 against Fishhook; 10 to 1 against the others. Cup—3 to 1 is offered on the field. Free Handicap and Railway Plate—Even on the field. bbox=[175, 439, 335, 497]
ironworkers-sign: J. ROWLANDS. bbox=[754, 282, 796, 289]
text: Arrived—H.M. Sapphire. bbox=[181, 144, 244, 151]
governor-text: Gentlemen attending the Levee will bring two cards with them bbox=[676, 430, 796, 444]
bach-text: The Conundrums will be collected during the first interval, and three gentlemen from the audience will be desired to read over and make the selection. bbox=[676, 929, 796, 958]
classified-ad: PRIVATE BOARD and RESIDENCE at Mrs Blackmore's, near Lodging-road, Street Bridge. 3317—6 bbox=[676, 91, 796, 113]
wellington-text: It is understood that active preparations are being made to divide the Counties into Shires with a view to the early election of members of the County Councils, and also to their meeting before the end of the year or early in January. bbox=[8, 1027, 168, 1056]
text: The new theatre, opened on Saturday night, is a very fine building inside. It is a trifle smaller than the Auckland one, and inferior to no other in New Zealand. bbox=[175, 499, 335, 521]
text: In the International Rifle Match at Washington the Irish team scored 486 out of a possible 600; the Scotch team 396 out of a possible 375; the Australian team 117 out of a possible 160, and the American team 383 out of a possible 585. bbox=[342, 346, 502, 375]
column-4 bbox=[509, 34, 669, 1456]
ladies-warehouse: LADIES' WAREHOUSE bbox=[839, 1185, 1070, 1202]
divider bbox=[18, 833, 158, 834]
boots-and-shoes: BOOTS AND SHOES bbox=[803, 834, 1160, 876]
race-text: Mr Delamain's Pungawerawere ... 0 bbox=[181, 824, 269, 831]
cricket-heading: SPRING GROVE CRICKET CLUB bbox=[681, 302, 791, 311]
text: It is feared that Sir Donald M'Lean is very seriously ill. He is quite unable to attend to any business, and has been unable to do so for the last month. bbox=[175, 94, 335, 115]
tide-cell: 2.23 bbox=[155, 76, 166, 83]
dateline: Christchurch, Monday. bbox=[222, 429, 288, 438]
text: The champion foot race Appleton v. Watson, for £400 aside, was won easily by the former. bbox=[175, 959, 335, 974]
news-item: The p.s. Wallace, Captain Scott, returned to port at 7.30 this morning. She reports having left Nelson at 5.30 p.m. on the 2nd inst., arriving at Blenheim on the following morning at 8 o'clock, discharged cargo and loaded up with wool, leaving at 3 p.m.; had strong easterly winds with thick hazy weather across the Straits; arrived at Wellington at 1 a.m. on the 4th. Discharged wool and sailed for Blenheim at 10.30 p.m., arriving there at 6.15 a.m. on the 5th; loaded up with grain and flax, leaving at 4.20 p.m. on the 6th, and crossing the bar at 5.30; experienced a moderate S.E. breeze on the passage up, with thick weather. bbox=[8, 586, 168, 658]
tide-row bbox=[8, 70, 168, 77]
editorial-text: The great sporting event of the present season, the race for the Melbourne Cup, comes off this afternoon, but as it does not take place until nearly four o'clock, Wellington time, we are not able to publish the result in this evening's paper. We expect, however, to receive the news early in the evening, and shall publish it in slips immediately on its reaching us. bbox=[342, 547, 502, 590]
odd-list-item: Fisher, City Cadets bbox=[709, 775, 763, 784]
odd-band: Band of the Artillery Volunteers bbox=[688, 827, 784, 836]
goods-line: Ladies' bbox=[940, 1204, 969, 1215]
divider bbox=[823, 732, 1086, 733]
gifts-text: together with forty or fifty other valuable and useful presents. bbox=[678, 1051, 794, 1067]
court-day: Yesterday. bbox=[574, 199, 604, 208]
text: The West Coast Times of the 1st instant states that a telegram was received on Monday from London to purchase 240 shares in the Mount Rangitoto Silver Mining Company. Unfortunately for the sender of the message, his price was too limited, he probably not anticipating that they would have reached to high a premium. The instructions were to secure that number at or about par. The price asked at present, however, is 60s to 70s premium, and it is a question if a tenth of the number required could be obtained even at that price. bbox=[509, 674, 669, 740]
ad-line: 150 Gents.' Tweed Suits, 35s bbox=[897, 225, 1102, 244]
column-2 bbox=[175, 34, 335, 1456]
divider bbox=[823, 984, 1086, 985]
doors: Doors open at 7.30; Overture by the Artillery Band. bbox=[685, 1084, 787, 1100]
race-text: Free Handicap of 50 sovs, added to a sweepstakes of 5 sovs each. One mile. bbox=[175, 566, 335, 580]
text: A Tauranga telegram of Saturday says:—"A wonderful meteor was seen here last night. It exploded with a flash as light and a report as loud as that of a cannon. The noise was heard distinctly all over the town." bbox=[509, 643, 669, 672]
race-text: Mr Ray's Tadmor, 8st 11lbs (Ray)... 1 bbox=[181, 582, 273, 589]
derby-sign: FRANCIS TRASK bbox=[748, 665, 796, 672]
sailed-item: — ketch Standard, 10, Westrupp, for Riwaka. bbox=[14, 267, 126, 274]
tide-cell: 3.20 bbox=[155, 83, 166, 90]
column-divider bbox=[799, 34, 800, 1456]
interprov-heading: INTERPROVINCIAL. bbox=[39, 902, 137, 913]
divider bbox=[823, 98, 1086, 99]
cable-sub: [By Reuter's Submarine Cable.] bbox=[210, 886, 300, 895]
divider bbox=[686, 192, 786, 193]
